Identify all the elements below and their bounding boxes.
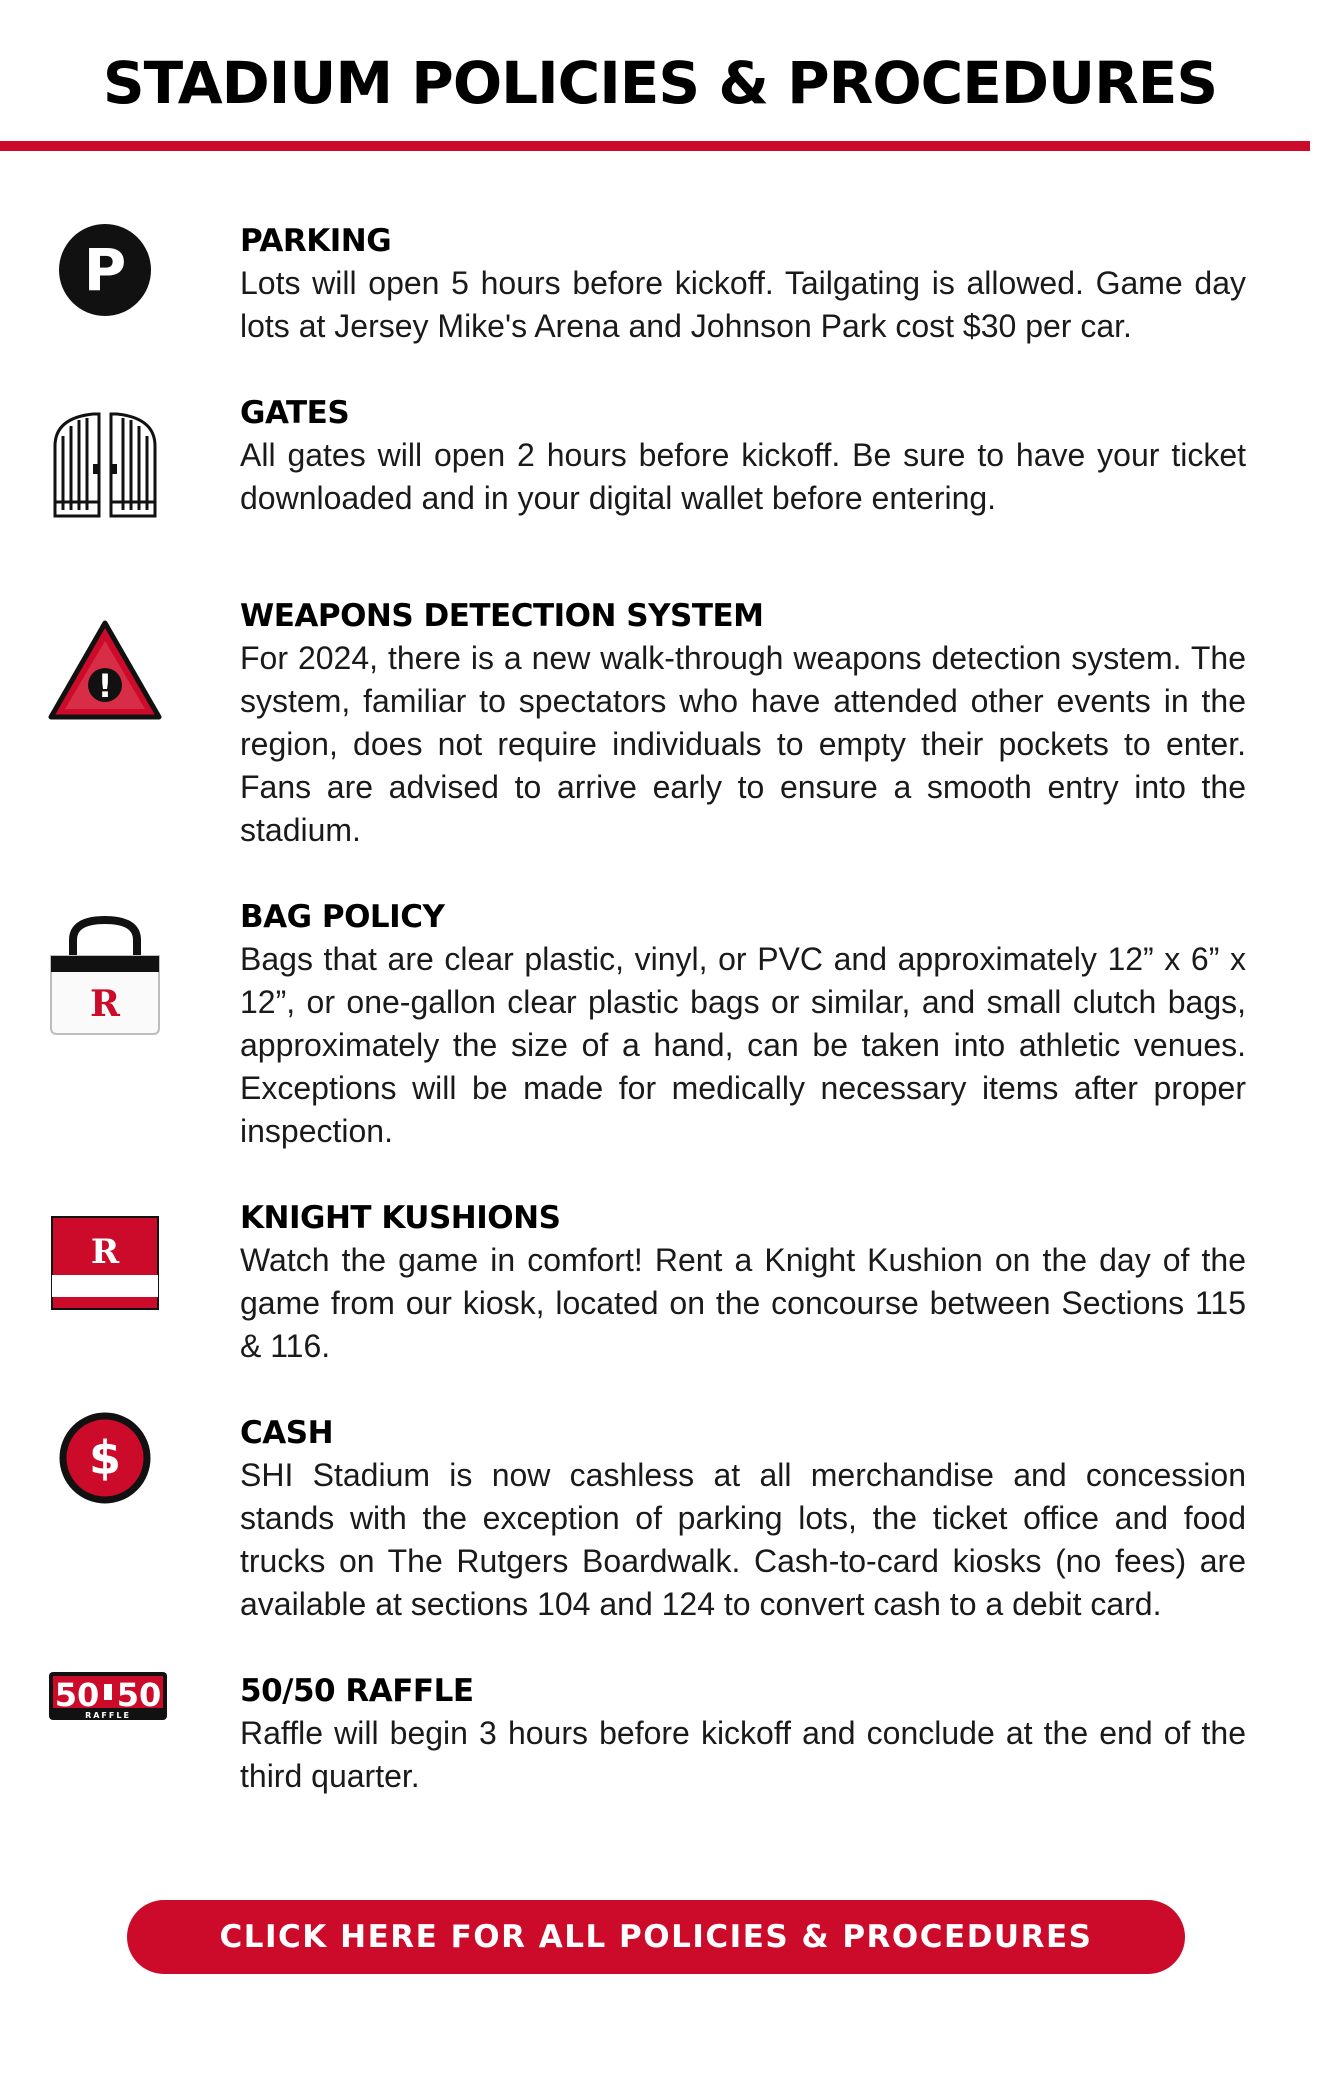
section-body: SHI Stadium is now cashless at all merchandise and concession stands with the exception of parking lots, the ticket office and food trucks on The Rutgers Boardwalk. Cash-to-card kiosks (no fees) are available at sections 104 and 124 to convert cash to a debit card. <box>240 1457 1246 1622</box>
page-header <box>0 0 1320 152</box>
section-heading: BAG POLICY <box>240 899 445 935</box>
section-heading: WEAPONS DETECTION SYSTEM <box>240 598 764 634</box>
section-body: Lots will open 5 hours before kickoff. Tailgating is allowed. Game day lots at Jersey Mike's Arena and Johnson Park cost $30 per car. <box>240 265 1246 344</box>
header-divider <box>0 141 1310 151</box>
section-text <box>240 394 1246 520</box>
section-body: Watch the game in comfort! Rent a Knight Kushion on the day of the game from our kiosk, located on the concourse between Sections 115 & 116. <box>240 1242 1246 1364</box>
gate-icon <box>45 406 165 526</box>
section-heading: 50/50 RAFFLE <box>240 1673 474 1709</box>
raffle-label-right: 50 <box>116 1676 162 1714</box>
section-text <box>240 222 1246 348</box>
page-title: STADIUM POLICIES & PROCEDURES <box>102 49 1218 117</box>
section-body: Bags that are clear plastic, vinyl, or PVC and approximately 12” x 6” x 12”, or one-gallon clear plastic bags or similar, and small clutch bags, approximately the size of a hand, can be taken into athletic venues. Exceptions will be made for medically necessary items after proper inspection. <box>240 941 1246 1149</box>
parking-icon-letter: P <box>83 236 127 304</box>
section-heading: PARKING <box>240 223 392 259</box>
raffle-sub-label: RAFFLE <box>85 1711 131 1720</box>
cushion-logo-letter: R <box>90 1232 120 1272</box>
section-body: All gates will open 2 hours before kickoff. Be sure to have your ticket downloaded and in your digital wallet before entering. <box>240 437 1246 516</box>
warning-icon <box>45 611 165 731</box>
section-text <box>240 1672 1246 1798</box>
cash-icon <box>45 1398 165 1518</box>
warning-icon-mark: ! <box>97 667 113 705</box>
section-heading: KNIGHT KUSHIONS <box>240 1200 561 1236</box>
section-heading: CASH <box>240 1415 334 1451</box>
section-body: Raffle will begin 3 hours before kickoff and conclude at the end of the third quarter. <box>240 1715 1246 1794</box>
section-text <box>240 1199 1246 1368</box>
cushion-icon <box>45 1203 165 1323</box>
parking-icon <box>45 210 165 330</box>
all-policies-button[interactable]: CLICK HERE FOR ALL POLICIES & PROCEDURES <box>127 1900 1185 1974</box>
section-heading: GATES <box>240 395 350 431</box>
section-body: For 2024, there is a new walk-through weapons detection system. The system, familiar to spectators who have attended other events in the region, does not require individuals to empty their pockets to enter. Fans are advised to arrive early to ensure a smooth entry into the stadium. <box>240 640 1246 848</box>
dollar-sign: $ <box>88 1431 122 1485</box>
raffle-label-left: 50 <box>54 1676 100 1714</box>
section-text <box>240 898 1246 1153</box>
section-text <box>240 1414 1246 1626</box>
clear-bag-icon <box>45 916 165 1036</box>
bag-logo-letter: R <box>90 983 120 1025</box>
section-text <box>240 597 1246 852</box>
raffle-ticket-icon <box>46 1636 170 1756</box>
